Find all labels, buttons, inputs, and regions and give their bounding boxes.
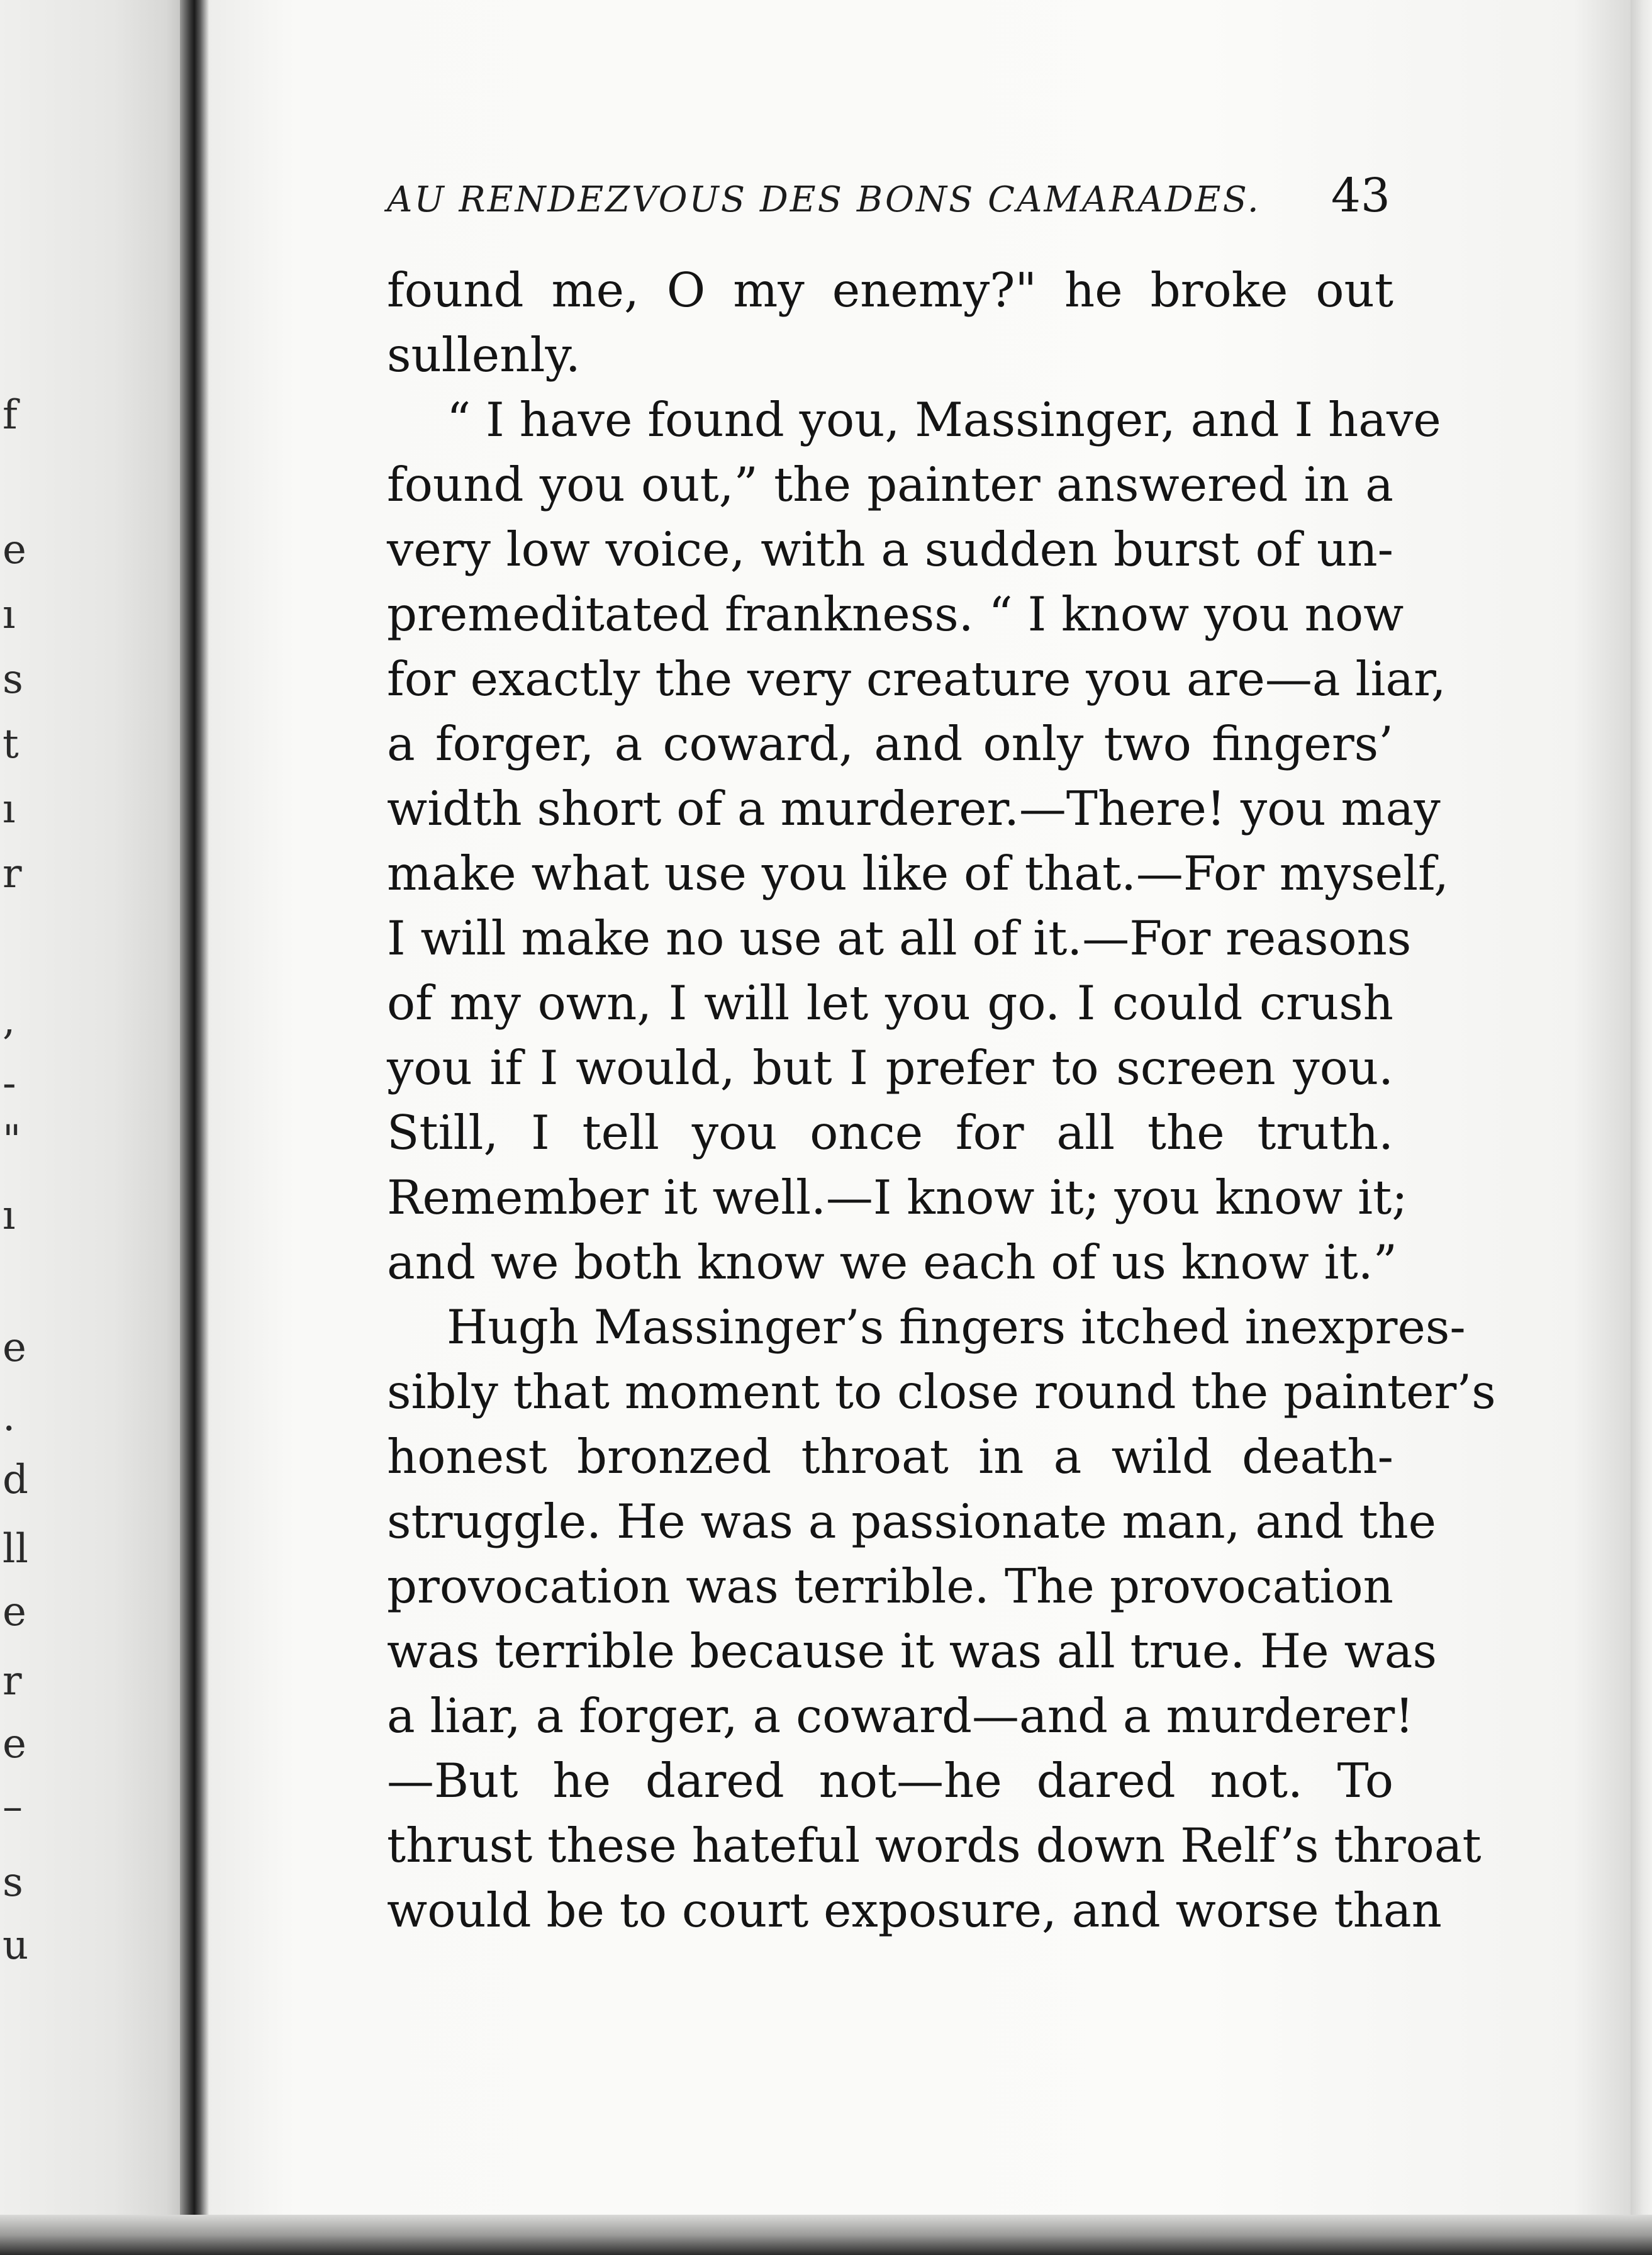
fragment-21: u <box>3 1922 29 1969</box>
text-line: found me, O my enemy?" he broke out <box>387 262 1393 318</box>
text-line: premeditated frankness. “ I know you now <box>387 586 1404 642</box>
fragment-12: e <box>3 1324 26 1371</box>
text-line: a liar, a forger, a coward—and a murderer! <box>387 1688 1414 1743</box>
text-line: and we both know we each of us know it.” <box>387 1234 1397 1290</box>
page-number: 43 <box>1331 169 1390 223</box>
fragment-9: - <box>3 1060 16 1107</box>
text-line: provocation was terrible. The provocation <box>387 1558 1393 1614</box>
text-line: Remember it well.—I know it; you know it; <box>387 1170 1408 1225</box>
text-line: would be to court exposure, and worse than <box>387 1883 1442 1938</box>
text-line: width short of a murderer.—There! you may <box>387 781 1441 836</box>
book-spine <box>180 0 209 2255</box>
fragment-8: , <box>3 997 16 1044</box>
text-line: I will make no use at all of it.—For reasons <box>387 910 1412 966</box>
right-page-edge <box>1631 0 1652 2255</box>
text-line: found you out,” the painter answered in a <box>387 457 1393 512</box>
fragment-17: r <box>3 1658 22 1704</box>
body-text <box>387 258 1496 1943</box>
text-line: was terrible because it was all true. He was <box>387 1623 1437 1679</box>
text-line: “ I have found you, Massinger, and I have <box>447 392 1441 447</box>
text-line: for exactly the very creature you are—a liar, <box>387 651 1446 707</box>
text-line: —But he dared not—he dared not. To <box>387 1753 1393 1808</box>
fragment-3: ı <box>3 591 16 638</box>
text-line: make what use you like of that.—For myself, <box>387 846 1449 901</box>
fragment-13: . <box>3 1394 16 1440</box>
text-line: you if I would, but I prefer to screen you. <box>387 1040 1393 1095</box>
fragment-10: " <box>3 1117 21 1163</box>
bottom-page-edge <box>0 2215 1652 2255</box>
fragment-7: r <box>3 851 22 897</box>
fragment-11: ı <box>3 1192 16 1239</box>
text-line: very low voice, with a sudden burst of un- <box>387 522 1393 577</box>
fragment-19: – <box>3 1784 23 1830</box>
text-line: struggle. He was a passionate man, and the <box>387 1494 1437 1549</box>
previous-page-fragments <box>0 0 38 2255</box>
fragment-6: ı <box>3 786 16 832</box>
fragment-5: t <box>3 721 19 768</box>
text-line: of my own, I will let you go. I could crush <box>387 975 1393 1031</box>
text-line: Hugh Massinger’s fingers itched inexpres- <box>447 1299 1466 1355</box>
text-line: Still, I tell you once for all the truth. <box>387 1105 1393 1160</box>
text-line: honest bronzed throat in a wild death- <box>387 1429 1393 1484</box>
fragment-20: s <box>3 1859 23 1906</box>
fragment-1: f <box>3 392 18 439</box>
text-line: a forger, a coward, and only two fingers’ <box>387 716 1393 771</box>
fragment-15: ll <box>3 1526 28 1572</box>
fragment-16: e <box>3 1589 26 1635</box>
fragment-18: e <box>3 1721 26 1767</box>
running-head-title: AU RENDEZVOUS DES BONS CAMARADES. <box>387 179 1261 220</box>
text-line: thrust these hateful words down Relf’s throat <box>387 1818 1482 1873</box>
fragment-14: d <box>3 1457 28 1503</box>
running-head <box>387 169 1390 225</box>
text-line: sullenly. <box>387 327 581 383</box>
fragment-4: s <box>3 656 23 703</box>
text-line: sibly that moment to close round the painter’s <box>387 1364 1496 1419</box>
fragment-2: e <box>3 527 26 573</box>
